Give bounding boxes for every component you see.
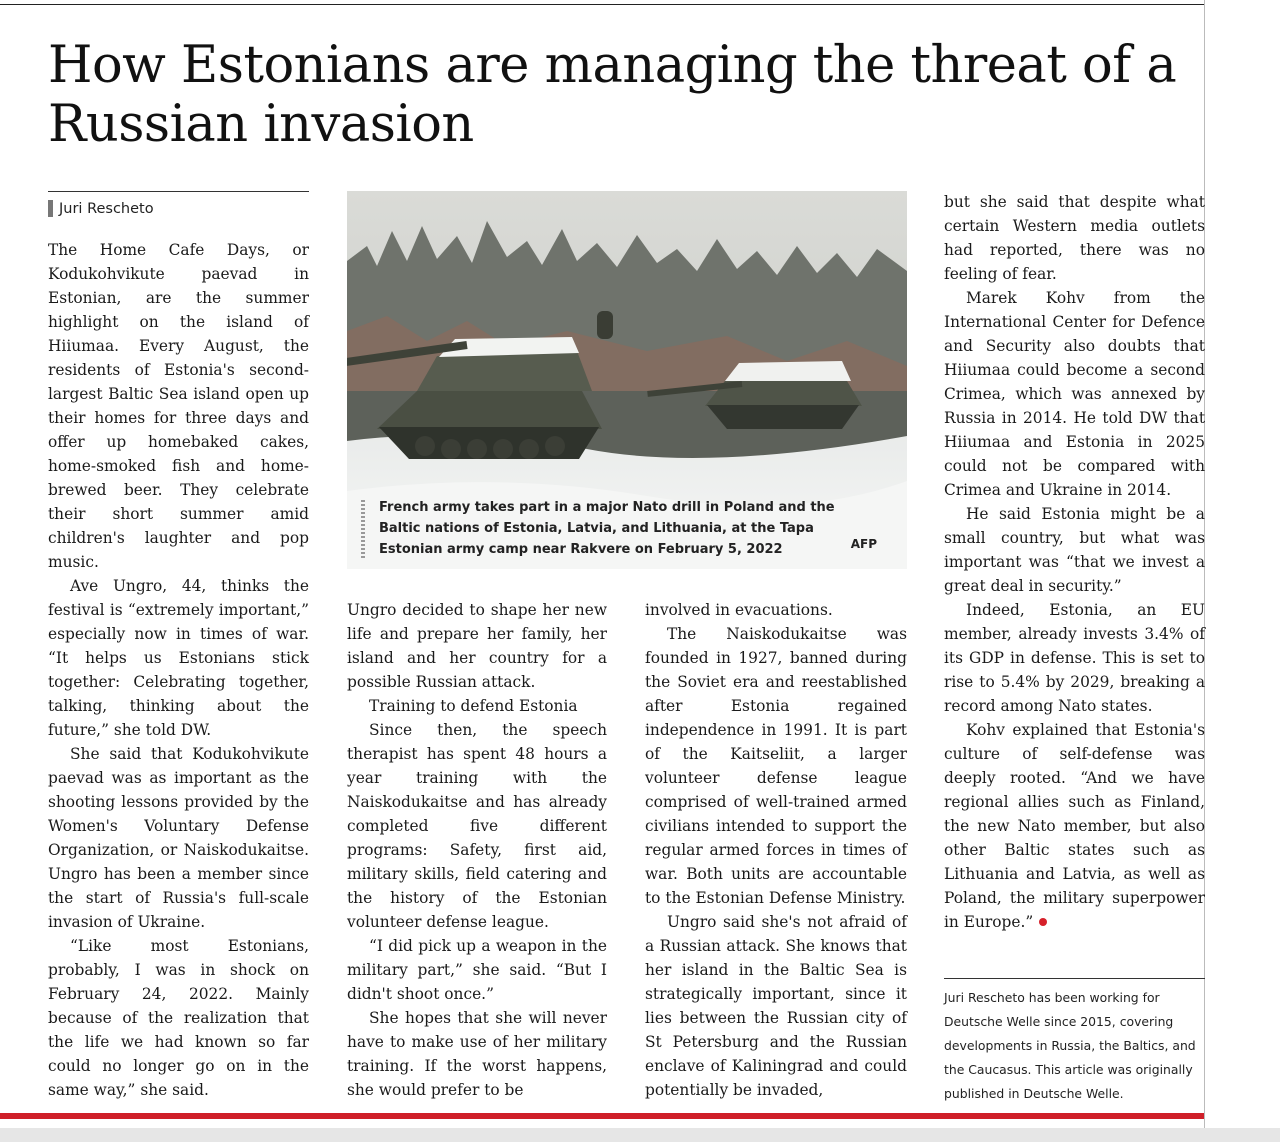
column-3 bbox=[645, 598, 907, 1102]
photo-caption bbox=[361, 497, 881, 561]
paragraph: but she said that despite what certain Western media outlets had reported, there was no feeling of fear. bbox=[944, 193, 1205, 283]
column-4 bbox=[944, 190, 1205, 934]
bottom-accent-rule bbox=[0, 1113, 1204, 1119]
paragraph: She hopes that she will never have to make use of her military training. If the worst happens, she would prefer to be bbox=[347, 1009, 607, 1099]
caption-text: French army takes part in a major Nato drill in Poland and the Baltic nations of Estonia, Latvia, and Lithuania, at the Tapa Estonian army camp near Rakvere on February 5, 2022 bbox=[379, 500, 835, 557]
paragraph-final-text: Kohv explained that Estonia's culture of self-defense was deeply rooted. “And we have regional allies such as Finland, the new Nato member, but also other Baltic states such as Lithuania and Latvia, as well as Poland, the military superpower in Europe.” bbox=[944, 721, 1205, 931]
photo-credit: AFP bbox=[850, 537, 877, 551]
paragraph: Ungro said she's not afraid of a Russian attack. She knows that her island in the Baltic Sea is strategically important, since it lies between the Russian city of St Petersburg and the Russian enclave of Kaliningrad and could potentially be invaded, bbox=[645, 913, 907, 1099]
bottom-margin bbox=[0, 1128, 1280, 1142]
author-bio: Juri Rescheto has been working for Deutsche Welle since 2015, covering developments in Russia, the Baltics, and the Caucasus. This article was originally published in Deutsche Welle. bbox=[944, 990, 1196, 1101]
paragraph: Since then, the speech therapist has spent 48 hours a year training with the Naiskodukaitse and has already completed five different programs: Safety, first aid, military skills, field catering and the history of the Estonian volunteer defense league. bbox=[347, 721, 607, 931]
paragraph: Ungro decided to shape her new life and prepare her family, her island and her country for a possible Russian attack. bbox=[347, 601, 607, 691]
byline bbox=[48, 199, 309, 219]
news-photo bbox=[347, 191, 907, 569]
subheading: Training to defend Estonia bbox=[369, 697, 578, 715]
byline-name: Juri Rescheto bbox=[59, 201, 154, 217]
bio-rule bbox=[944, 978, 1205, 979]
end-mark-icon bbox=[1039, 918, 1047, 926]
paragraph: Ave Ungro, 44, thinks the festival is “extremely important,” especially now in times of war. “It helps us Estonians stick together: Celebrating together, talking, thinking about the future,” she told DW. bbox=[48, 577, 309, 739]
paragraph: “Like most Estonians, probably, I was in shock on February 24, 2022. Mainly because of the realization that the life we had known so far could no longer go on in the same way,” she said. bbox=[48, 937, 309, 1099]
byline-marker bbox=[48, 200, 53, 217]
paragraph: The Naiskodukaitse was founded in 1927, banned during the Soviet era and reestablished after Estonia regained independence in 1991. It is part of the Kaitseliit, a larger volunteer defense league comprised of well-trained armed civilians intended to support the regular armed forces in times of war. Both units are accountable to the Estonian Defense Ministry. bbox=[645, 625, 907, 907]
paragraph: Indeed, Estonia, an EU member, already invests 3.4% of its GDP in defense. This is set to rise to 5.4% by 2029, breaking a record among Nato states. bbox=[944, 601, 1205, 715]
caption-marker bbox=[361, 500, 365, 558]
column-1 bbox=[48, 238, 309, 1102]
column-2 bbox=[347, 598, 607, 1102]
paragraph: She said that Kodukohvikute paevad was as important as the shooting lessons provided by the Women's Voluntary Defense Organization, or Naiskodukaitse. Ungro has been a member since the start of Russia's full-scale invasion of Ukraine. bbox=[48, 745, 309, 931]
paragraph: Marek Kohv from the International Center for Defence and Security also doubts that Hiiumaa could become a second Crimea, which was annexed by Russia in 2014. He told DW that Hiiumaa and Estonia in 2025 could not be compared with Crimea and Ukraine in 2014. bbox=[944, 289, 1205, 499]
paragraph-final bbox=[944, 718, 1205, 934]
paragraph: involved in evacuations. bbox=[645, 601, 833, 619]
paragraph: “I did pick up a weapon in the military part,” she said. “But I didn't shoot once.” bbox=[347, 937, 607, 1003]
paragraph: The Home Cafe Days, or Kodukohvikute paevad in Estonian, are the summer highlight on the island of Hiiumaa. Every August, the residents of Estonia's second-largest Baltic Sea island open up their homes for three days and offer up homebaked cakes, home-smoked fish and home-brewed beer. They celebrate their short summer amid children's laughter and pop music. bbox=[48, 241, 309, 571]
byline-rule bbox=[48, 191, 309, 192]
paragraph: He said Estonia might be a small country, but what was important was “that we invest a great deal in security.” bbox=[944, 505, 1205, 595]
headline: How Estonians are managing the threat of a Russian invasion bbox=[48, 36, 1177, 154]
top-rule bbox=[0, 4, 1204, 5]
